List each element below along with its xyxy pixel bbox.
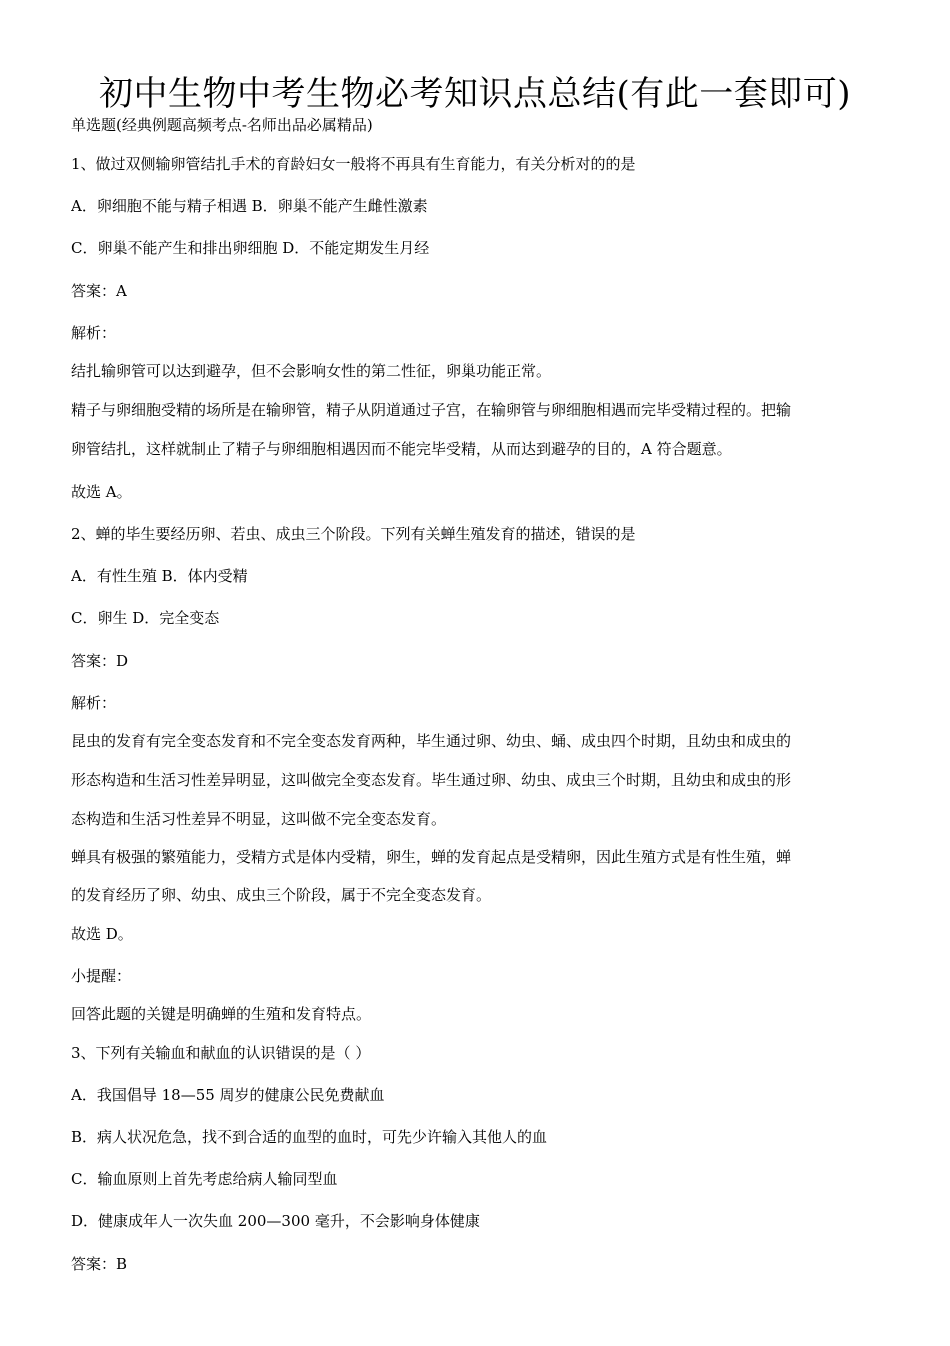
q2-analysis-label: 解析： — [71, 694, 117, 712]
page-title: 初中生物中考生物必考知识点总结(有此一套即可) — [98, 74, 852, 114]
q3-option-d: D．健康成年人一次失血 200—300 毫升，不会影响身体健康 — [71, 1212, 480, 1230]
q1-answer: 答案：A — [71, 282, 127, 300]
q1-analysis-p2-line2: 卵管结扎，这样就制止了精子与卵细胞相遇因而不能完毕受精，从而达到避孕的目的，A 符合题意。 — [71, 440, 732, 458]
q1-conclusion: 故选 A。 — [71, 483, 132, 501]
q1-analysis-p2-line1: 精子与卵细胞受精的场所是在输卵管，精子从阴道通过子宫，在输卵管与卵细胞相遇而完毕受精过程的。把输 — [71, 401, 792, 419]
subtitle: 单选题(经典例题高频考点-名师出品必属精品) — [71, 116, 373, 134]
q1-options-cd: C．卵巢不能产生和排出卵细胞 D．不能定期发生月经 — [71, 239, 430, 257]
q2-analysis-p1-line3: 态构造和生活习性差异不明显，这叫做不完全变态发育。 — [71, 810, 447, 828]
q1-options-ab: A．卵细胞不能与精子相遇 B．卵巢不能产生雌性激素 — [71, 197, 428, 215]
q3-option-a: A．我国倡导 18—55 周岁的健康公民免费献血 — [71, 1086, 385, 1104]
q2-tip-text: 回答此题的关键是明确蝉的生殖和发育特点。 — [71, 1005, 372, 1023]
q2-analysis-p1-line1: 昆虫的发育有完全变态发育和不完全变态发育两种，毕生通过卵、幼虫、蛹、成虫四个时期，且幼虫和成虫的 — [71, 732, 792, 750]
q1-question: 1、做过双侧输卵管结扎手术的育龄妇女一般将不再具有生育能力，有关分析对的的是 — [71, 155, 636, 173]
q2-answer: 答案：D — [71, 652, 129, 670]
q2-analysis-p2-line2: 的发育经历了卵、幼虫、成虫三个阶段，属于不完全变态发育。 — [71, 886, 492, 904]
q2-analysis-p1-line2: 形态构造和生活习性差异明显，这叫做完全变态发育。毕生通过卵、幼虫、成虫三个时期，且幼虫和成虫的形 — [71, 771, 792, 789]
q3-option-c: C．输血原则上首先考虑给病人输同型血 — [71, 1170, 338, 1188]
q3-question: 3、下列有关输血和献血的认识错误的是（ ） — [71, 1044, 371, 1062]
q2-tip-label: 小提醒： — [71, 967, 132, 985]
q1-analysis-p1: 结扎输卵管可以达到避孕，但不会影响女性的第二性征，卵巢功能正常。 — [71, 362, 552, 380]
q3-answer: 答案：B — [71, 1255, 128, 1273]
q2-question: 2、蝉的毕生要经历卵、若虫、成虫三个阶段。下列有关蝉生殖发育的描述，错误的是 — [71, 525, 636, 543]
q2-options-ab: A．有性生殖 B．体内受精 — [71, 567, 248, 585]
q3-option-b: B．病人状况危急，找不到合适的血型的血时，可先少许输入其他人的血 — [71, 1128, 548, 1146]
q1-analysis-label: 解析： — [71, 324, 117, 342]
q2-analysis-p2-line1: 蝉具有极强的繁殖能力，受精方式是体内受精，卵生，蝉的发育起点是受精卵，因此生殖方式是有性生殖，蝉 — [71, 848, 792, 866]
q2-conclusion: 故选 D。 — [71, 925, 133, 943]
q2-options-cd: C．卵生 D．完全变态 — [71, 609, 220, 627]
